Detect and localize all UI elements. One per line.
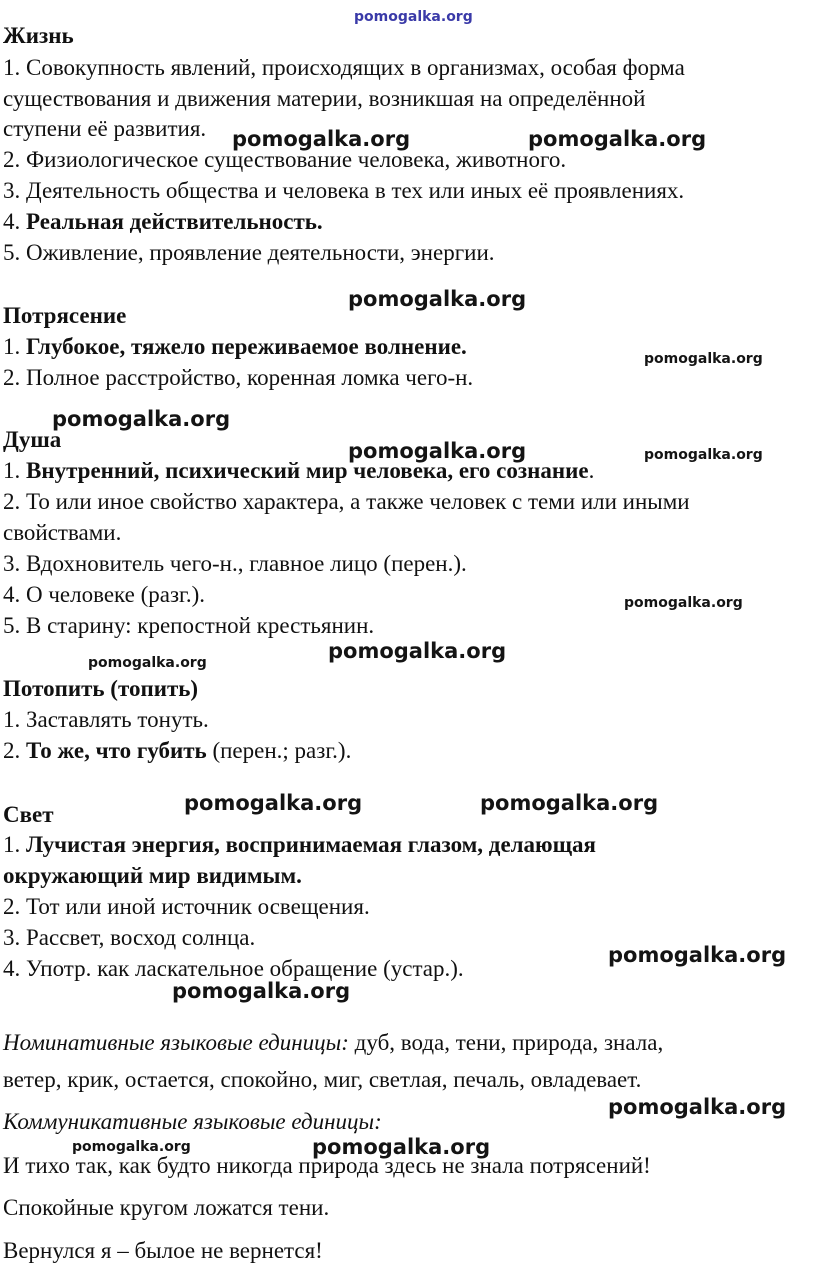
potryasenie-item-1-bold: Глубокое, тяжело переживаемое волнение. [26, 334, 467, 359]
watermark: pomogalka.org [52, 407, 231, 431]
zhizn-item-2: 2. Физиологическое существование человека, животного. [3, 147, 567, 172]
nominative-label: Номинативные языковые единицы: [3, 1030, 349, 1055]
watermark: pomogalka.org [232, 127, 411, 151]
dusha-item-1-num: 1. [3, 458, 26, 483]
watermark: pomogalka.org [172, 979, 351, 1003]
potryasenie-item-1 [3, 331, 467, 362]
watermark: pomogalka.org [608, 943, 787, 967]
zhizn-item-3: 3. Деятельность общества и человека в тех или иных её проявлениях. [3, 178, 685, 203]
svet-item-4: 4. Употр. как ласкательное обращение (устар.). [3, 956, 464, 981]
zhizn-item-4 [3, 206, 323, 237]
watermark: pomogalka.org [312, 1135, 491, 1159]
communicative-sentence-3: Вернулся я – былое не вернется! [3, 1238, 323, 1263]
watermark: pomogalka.org [608, 1095, 787, 1119]
svet-item-3: 3. Рассвет, восход солнца. [3, 925, 256, 950]
communicative-sentence-2: Спокойные кругом ложатся тени. [3, 1195, 330, 1220]
watermark: pomogalka.org [624, 595, 743, 611]
nominative-line-1 [3, 1027, 663, 1058]
dusha-item-4: 4. О человеке (разг.). [3, 582, 206, 607]
watermark: pomogalka.org [644, 351, 763, 367]
dusha-item-5: 5. В старину: крепостной крестьянин. [3, 613, 375, 638]
potryasenie-item-2: 2. Полное расстройство, коренная ломка чего-н. [3, 365, 474, 390]
potryasenie-item-1-num: 1. [3, 334, 26, 359]
section-title-zhizn: Жизнь [3, 23, 74, 48]
dusha-item-2a: 2. То или иное свойство характера, а также человек с теми или иными [3, 489, 690, 514]
zhizn-item-4-bold: Реальная действительность. [26, 209, 323, 234]
zhizn-item-4-num: 4. [3, 209, 26, 234]
potopit-item-2-end: (перен.; разг.). [206, 738, 352, 763]
potopit-item-2-num: 2. [3, 738, 26, 763]
zhizn-item-1c: ступени её развития. [3, 116, 207, 141]
svet-item-1a [3, 829, 596, 860]
watermark: pomogalka.org [328, 639, 507, 663]
section-title-dusha: Душа [3, 427, 62, 452]
zhizn-item-1b: существования и движения материи, возникшая на определённой [3, 86, 646, 111]
nominative-line-2: ветер, крик, остается, спокойно, миг, светлая, печаль, овладевает. [3, 1067, 642, 1092]
zhizn-item-5: 5. Оживление, проявление деятельности, энергии. [3, 240, 495, 265]
zhizn-item-1a: 1. Совокупность явлений, происходящих в организмах, особая форма [3, 55, 685, 80]
dusha-item-3: 3. Вдохновитель чего-н., главное лицо (перен.). [3, 551, 467, 576]
watermark: pomogalka.org [88, 655, 207, 671]
watermark: pomogalka.org [348, 287, 527, 311]
svet-item-1-num: 1. [3, 832, 26, 857]
watermark: pomogalka.org [528, 127, 707, 151]
header-watermark: pomogalka.org [354, 9, 473, 25]
watermark: pomogalka.org [480, 791, 659, 815]
communicative-sentence-1: И тихо так, как будто никогда природа здесь не знала потрясений! [3, 1153, 651, 1178]
potopit-item-2-bold: То же, что губить [26, 738, 207, 763]
watermark: pomogalka.org [184, 791, 363, 815]
dusha-item-1-bold: Внутренний, психический мир человека, его сознание [26, 458, 589, 483]
svet-item-1b: окружающий мир видимым. [3, 863, 302, 888]
potopit-item-2 [3, 735, 351, 766]
svet-item-2: 2. Тот или иной источник освещения. [3, 894, 370, 919]
watermark: pomogalka.org [72, 1139, 191, 1155]
dusha-item-1-end: . [588, 458, 595, 483]
potopit-item-1: 1. Заставлять тонуть. [3, 707, 209, 732]
section-title-svet: Свет [3, 802, 54, 827]
watermark: pomogalka.org [348, 439, 527, 463]
nominative-text-a: дуб, вода, тени, природа, знала, [348, 1030, 664, 1055]
section-title-potryasenie: Потрясение [3, 303, 127, 328]
watermark: pomogalka.org [644, 447, 763, 463]
dusha-item-2b: свойствами. [3, 520, 122, 545]
section-title-potopit: Потопить (топить) [3, 676, 199, 701]
communicative-label: Коммуникативные языковые единицы: [3, 1109, 382, 1134]
svet-item-1-bold-a: Лучистая энергия, воспринимаемая глазом, делающая [26, 832, 596, 857]
